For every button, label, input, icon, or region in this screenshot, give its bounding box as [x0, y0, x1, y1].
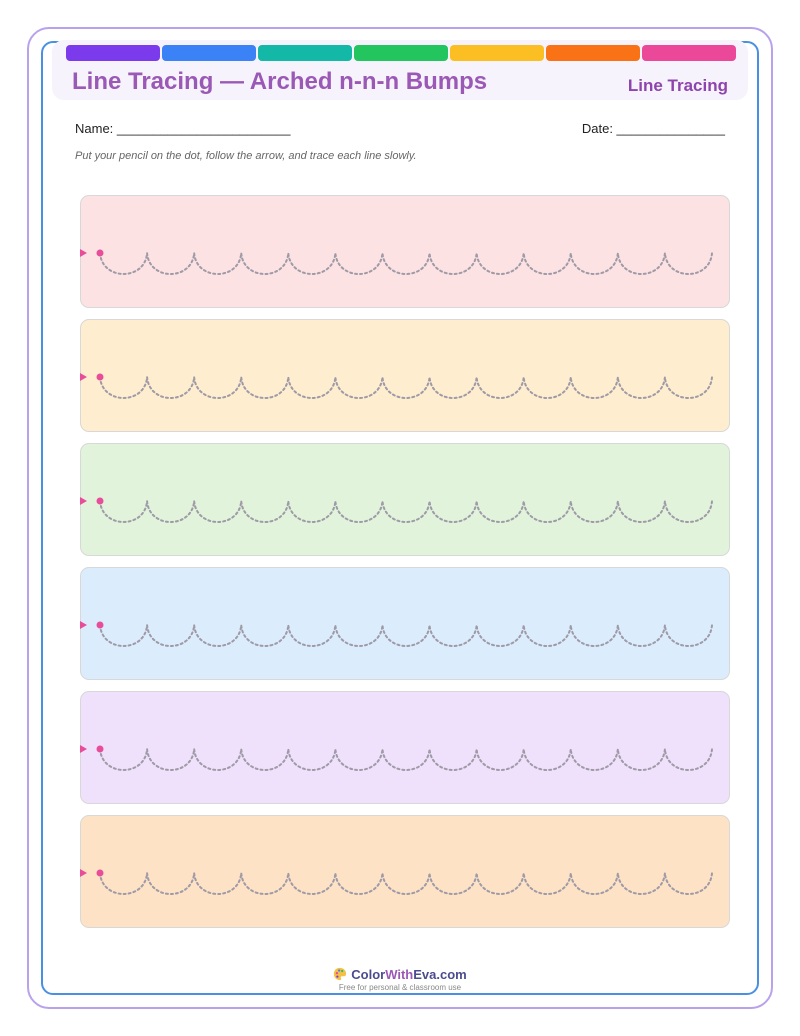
- dotted-bump-path: [100, 873, 712, 894]
- tracing-path-svg: [81, 320, 731, 433]
- page-subtitle: Line Tracing: [627, 76, 728, 95]
- start-dot: [97, 746, 104, 753]
- color-stripe: [450, 45, 544, 61]
- start-dot: [97, 870, 104, 877]
- date-field: Date: _______________: [581, 121, 725, 136]
- dotted-bump-path: [100, 501, 712, 522]
- tracing-path-svg: [81, 196, 731, 309]
- dotted-bump-path: [100, 749, 712, 770]
- tracing-row: [80, 691, 730, 804]
- start-dot: [97, 374, 104, 381]
- start-dot: [97, 622, 104, 629]
- tracing-row: [80, 319, 730, 432]
- tracing-path-svg: [81, 816, 731, 929]
- color-stripe: [642, 45, 736, 61]
- dotted-bump-path: [100, 253, 712, 274]
- brand-mid: With: [385, 967, 414, 982]
- color-stripe: [258, 45, 352, 61]
- page-title: Line Tracing — Arched n-n-n Bumps: [72, 68, 488, 95]
- brand-logo: [0, 967, 800, 982]
- tracing-row: [80, 815, 730, 928]
- color-stripe: [66, 45, 160, 61]
- tracing-row: [80, 443, 730, 556]
- footer-tagline: Free for personal & classroom use: [338, 983, 462, 992]
- dotted-bump-path: [100, 377, 712, 398]
- tracing-rows: [80, 195, 730, 939]
- color-stripe: [162, 45, 256, 61]
- instructions: Put your pencil on the dot, follow the arrow, and trace each line slowly.: [75, 150, 417, 162]
- tracing-row: [80, 195, 730, 308]
- color-stripe: [354, 45, 448, 61]
- start-dot: [97, 250, 104, 257]
- tracing-path-svg: [81, 568, 731, 681]
- tracing-path-svg: [81, 444, 731, 557]
- name-field: Name: ________________________: [75, 121, 291, 136]
- tracing-row: [80, 567, 730, 680]
- brand-prefix: Color: [351, 967, 386, 982]
- dotted-bump-path: [100, 625, 712, 646]
- palette-icon: [333, 967, 347, 981]
- color-stripes: [66, 45, 736, 61]
- footer: [0, 967, 800, 992]
- tracing-path-svg: [81, 692, 731, 805]
- start-dot: [97, 498, 104, 505]
- color-stripe: [546, 45, 640, 61]
- brand-suffix: Eva.com: [413, 967, 467, 982]
